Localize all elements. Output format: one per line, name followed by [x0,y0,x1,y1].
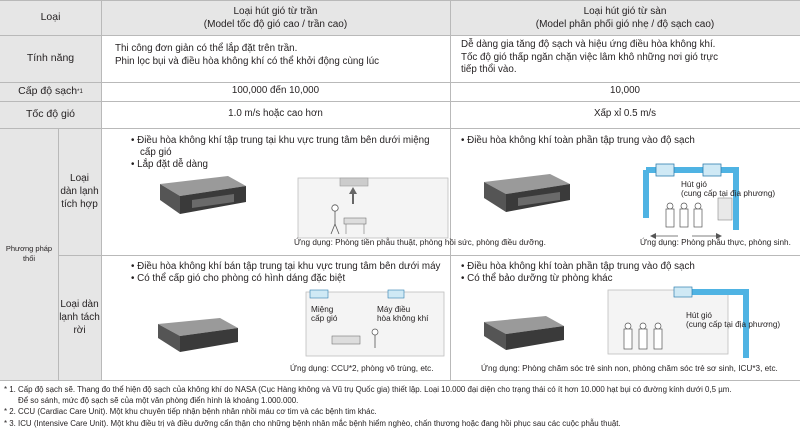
integrated-floor-bullets [461,135,796,147]
grid-line [0,0,800,1]
grid-line [0,380,800,381]
features-floor-line: tiếp thổi vào. [461,64,517,75]
cleanliness-label-text: Cấp độ sạch [18,85,78,97]
features-ceiling-line: Thi công đơn giản có thể lắp đặt trên trần. [115,43,298,54]
split-floor-caption: Ứng dụng: Phòng chăm sóc trẻ sinh non, phòng chăm sóc trẻ sơ sinh, ICU*3, etc. [481,364,778,373]
airspeed-label: Tốc độ gió [25,108,76,120]
integrated-label-line: dàn lạnh [60,186,99,197]
split-label-line: lạnh tách [59,312,100,323]
footnote-1-continued: Để so sánh, mức độ sạch sẽ của một văn phòng điển hình là khoảng 1.000.000. [18,396,299,406]
integrated-label-line: Loại [70,173,89,184]
split-label-line: rời [73,325,86,336]
split-label [58,255,101,380]
split-ceiling-illustration [150,288,450,360]
integrated-ceiling-bullets [131,135,446,172]
split-floor-annotation: Hút gió (cung cấp tại địa phương) [686,311,781,330]
features-floor-line: Dễ dàng gia tăng độ sạch và hiệu ứng điều hòa không khí. [461,39,716,50]
grid-line [58,255,800,256]
method-label [0,128,58,380]
footnote-3: * 3. ICU (Intensive Care Unit). Một khu điều trị và điều dưỡng cẩn thận cho những bệnh nhân mắc bệnh hiểm nghèo, chấn thương hoặc đang hồi phục sau các cuộc phẫu thuật. [4,418,621,428]
grid-line [0,35,800,36]
method-label-line: thổi [22,254,36,263]
grid-line [101,0,102,380]
integrated-label-line: tích hợp [61,199,98,210]
integrated-ceiling-caption: Ứng dụng: Phòng tiền phẫu thuật, phòng hồi sức, phòng điều dưỡng. [294,238,546,247]
header-floor-subtitle: (Model phân phối gió nhẹ / độ sạch cao) [535,19,715,30]
bullet-item: • Có thể bảo dưỡng từ phòng khác [461,273,613,285]
header-ceiling-type [101,3,450,33]
method-label-line: Phương pháp [5,244,53,253]
cleanliness-floor-value: 10,000 [610,85,640,97]
airspeed-floor-value: Xấp xỉ 0.5 m/s [593,108,657,120]
cleanliness-ceiling-value: 100,000 đến 10,000 [231,85,320,97]
split-ceiling-caption: Ứng dụng: CCU*2, phòng vô trùng, etc. [290,364,434,373]
integrated-floor-caption: Ứng dụng: Phòng phẫu thực, phòng sinh. [640,238,791,247]
footnotes [4,384,796,429]
header-floor-title: Loại hút gió từ sàn [583,6,667,17]
features-floor-line: Tốc độ gió thấp ngăn chặn việc lâm khô những nơi gió trực [461,51,718,63]
footnote-1: * 1. Cấp độ sạch sẽ. Thang đo thể hiện độ sạch của không khí do NASA (Cục Hàng không và Vũ trụ Quốc gia) thiết lập. Loại 10.000 đại diện cho trạng thái có ít hơn 10.000 hạt bụi có đường kính dưới 0,5 µm. [4,385,732,394]
bullet-item: • Điều hòa không khí toàn phần tập trung vào độ sạch [461,261,695,272]
room-box [298,178,448,238]
integrated-label [58,128,101,255]
cleanliness-label [0,82,101,101]
header-floor-type [450,3,800,33]
footnote-mark: *1 [77,88,83,95]
header-type-label: Loại [40,11,61,23]
header-ceiling-title: Loại hút gió từ trần [233,6,318,17]
split-label-line: Loại dàn [60,299,99,310]
air-outlet [340,178,368,186]
split-ceiling-annot-outlet: Miệng cấp gió [311,305,338,324]
split-ceiling-annot-unit: Máy điều hòa không khí [377,305,429,324]
bullet-item: • Lắp đặt dễ dàng [131,159,208,171]
features-ceiling-text [115,43,445,68]
footnote-2: * 2. CCU (Cardiac Care Unit). Một khu chuyên tiếp nhận bệnh nhân nhồi máu cơ tim và các bệnh tim khác. [4,407,377,417]
bullet-item: • Có thể cấp gió cho phòng có hình dáng đặc biệt [131,273,346,285]
grid-line [0,128,800,129]
bullet-item: • Điều hòa không khí bán tập trung tại khu vực trung tâm bên dưới máy [131,261,441,272]
split-ceiling-bullets [131,261,449,285]
features-label: Tính năng [26,52,75,64]
grid-line [450,0,451,380]
split-floor-bullets [461,261,796,285]
bullet-item: • Điều hòa không khí toàn phần tập trung vào độ sạch [461,135,695,146]
features-ceiling-line: Phin lọc bụi và điều hòa không khí có thể khởi động cùng lúc [115,55,380,67]
integrated-floor-illustration [478,158,798,242]
features-floor-text [461,39,796,77]
integrated-floor-annotation: Hút gió (cung cấp tại địa phương) [681,180,776,199]
airspeed-ceiling-value: 1.0 m/s hoặc cao hơn [228,108,323,120]
header-ceiling-subtitle: (Model tốc độ gió cao / trần cao) [203,19,348,30]
bullet-item: • Điều hòa không khí tập trung tại khu vực trung tâm bên dưới miệng cấp gió [131,135,430,159]
